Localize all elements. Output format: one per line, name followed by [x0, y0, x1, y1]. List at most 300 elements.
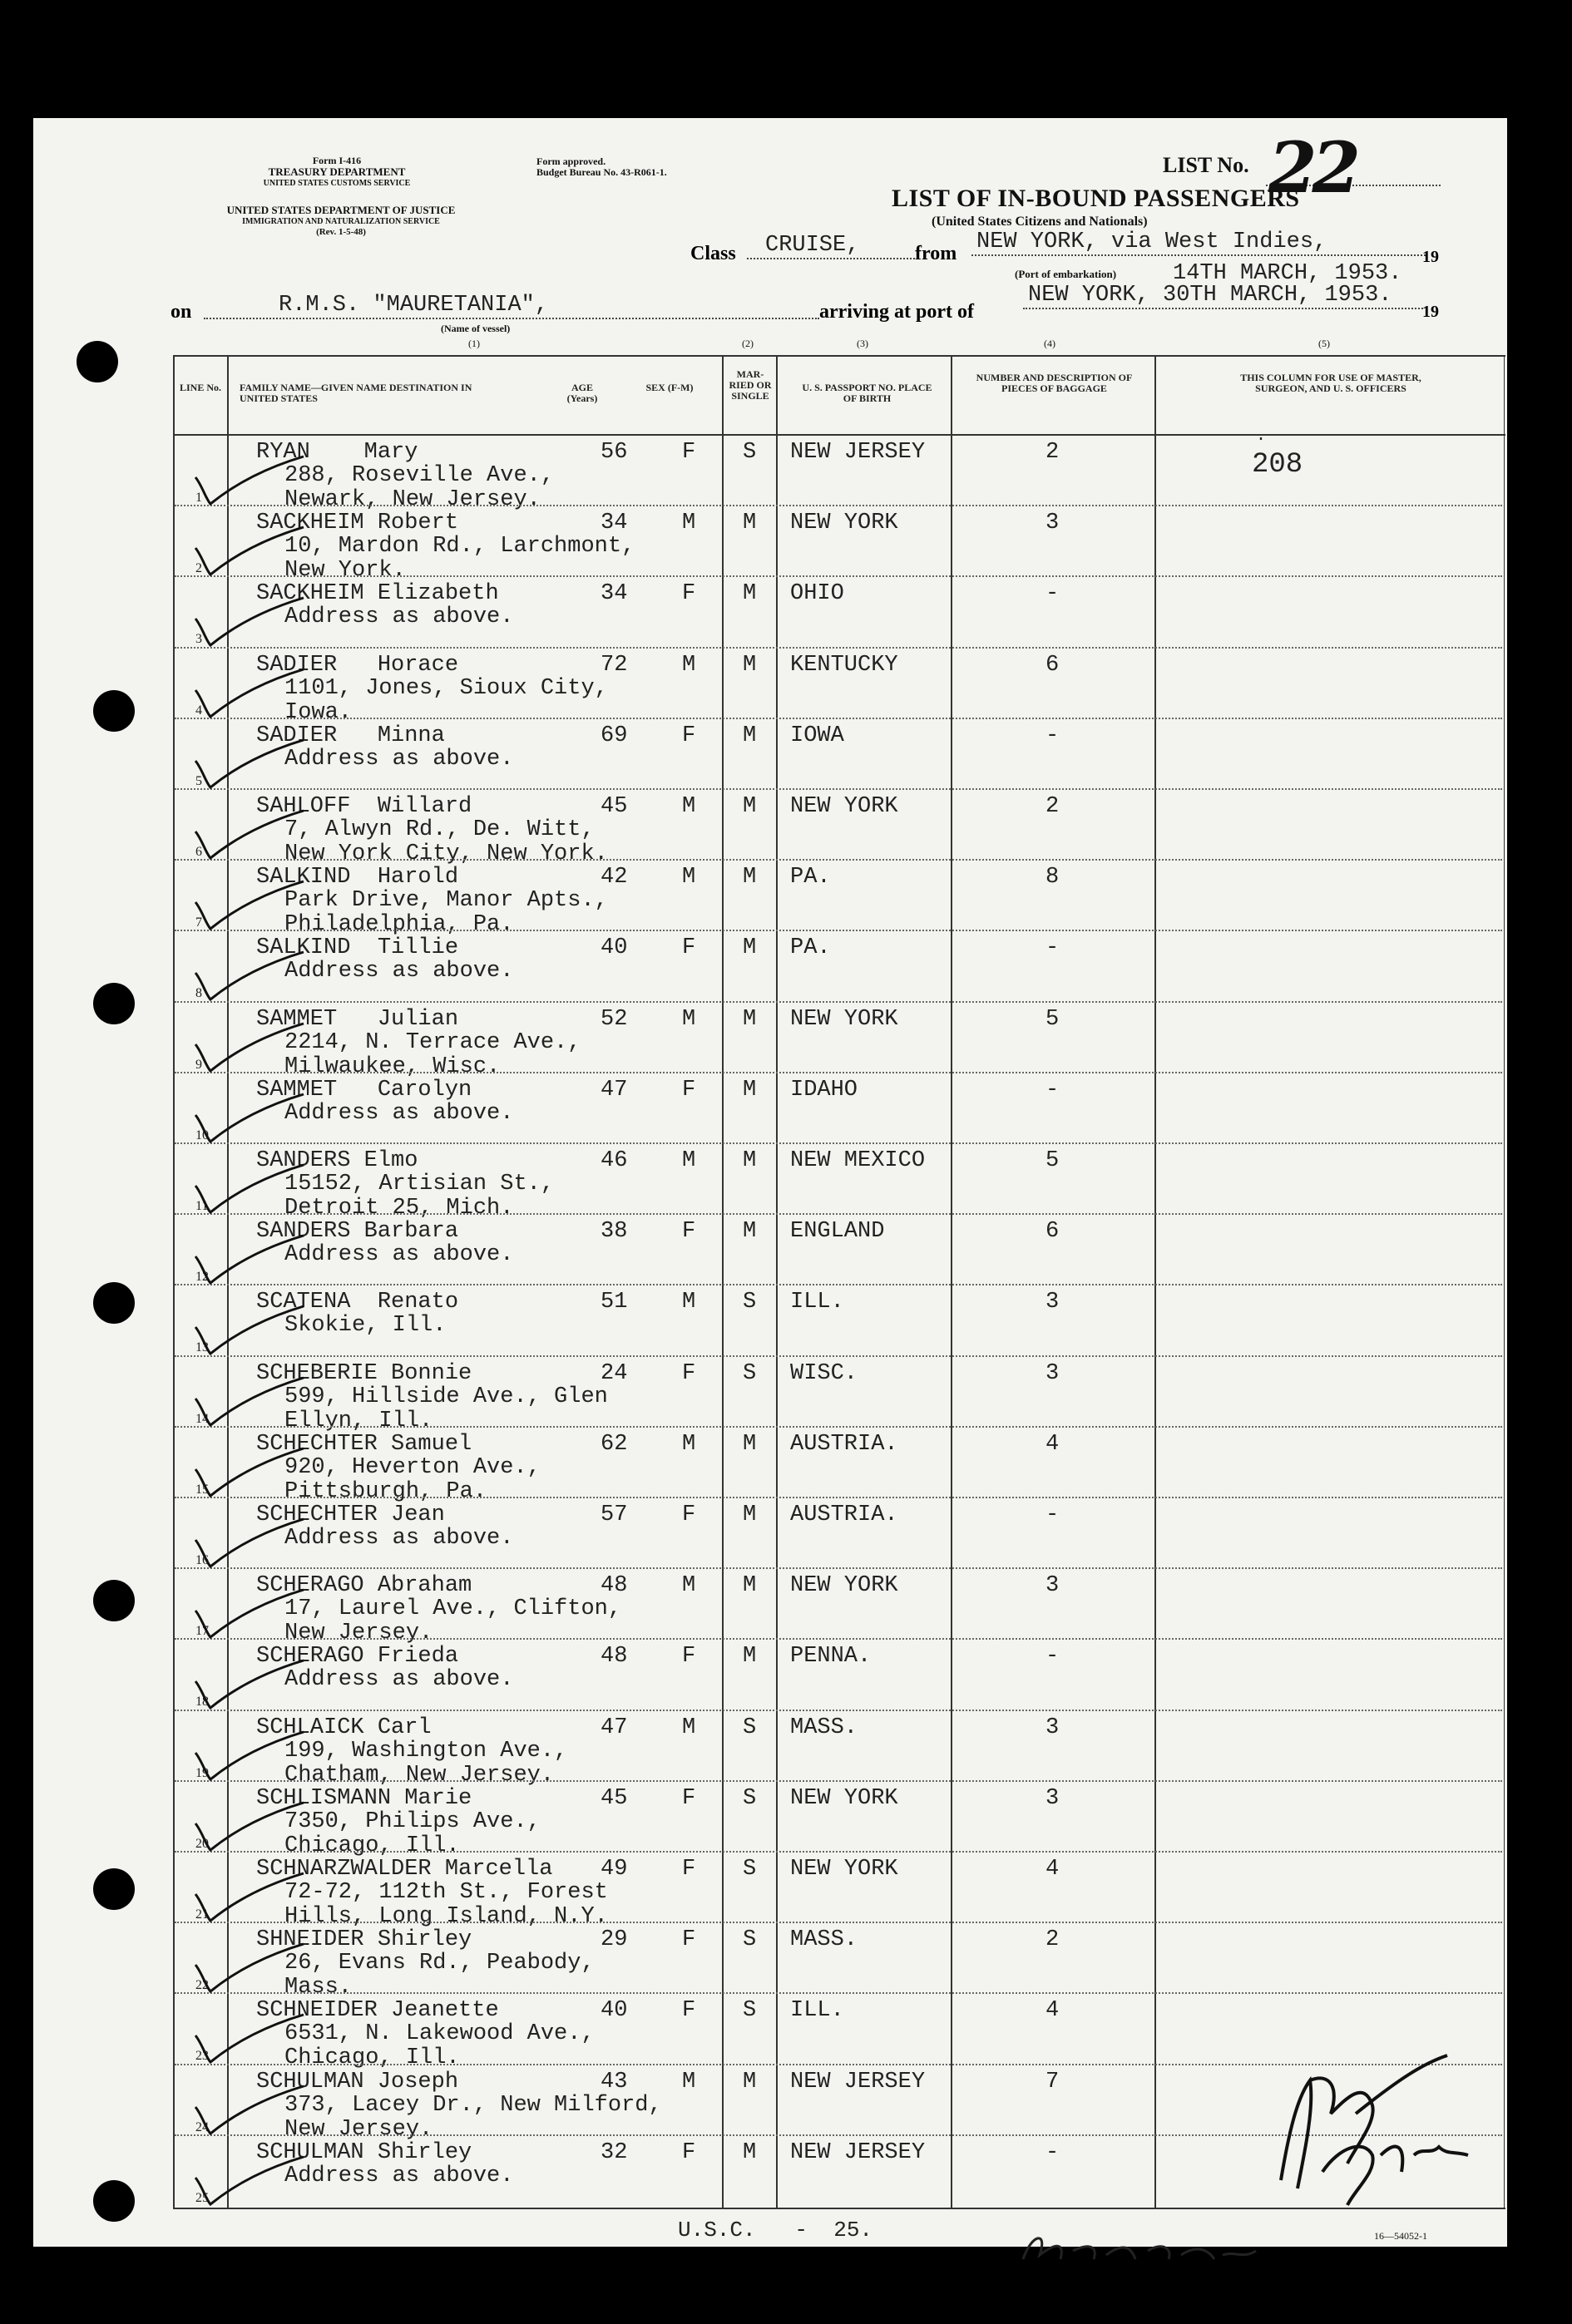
line-number: 11 [195, 1199, 209, 1213]
baggage-count: 2 [1046, 794, 1060, 819]
passenger-name: SCHLAICK Carl [256, 1715, 432, 1740]
row-separator [175, 505, 1502, 506]
list-no-label: LIST No. [1163, 153, 1249, 177]
check-mark [187, 1231, 312, 1290]
revision: (Rev. 1-5-48) [316, 227, 366, 237]
married-status: S [743, 1857, 757, 1882]
col-divider [776, 355, 778, 2209]
row-separator [175, 1992, 1502, 1994]
col-divider [1154, 355, 1156, 2209]
baggage-count: 3 [1046, 1290, 1060, 1315]
row-separator [175, 1567, 1502, 1569]
passenger-name: SAMMET Julian [256, 1006, 459, 1032]
passenger-name: SCATENA Renato [256, 1290, 459, 1315]
line-number: 2 [195, 561, 202, 576]
passenger-age: 52 [601, 1006, 628, 1032]
passenger-name: SACKHEIM Robert [256, 511, 459, 536]
married-status: M [743, 1644, 757, 1670]
treasury-dept: TREASURY DEPARTMENT [268, 165, 406, 178]
check-mark [187, 1515, 312, 1573]
baggage-count: 5 [1046, 1006, 1060, 1032]
passenger-name: SCHERAGO Abraham [256, 1573, 472, 1599]
arriving-label: arriving at port of [819, 301, 974, 323]
passenger-address: Park Drive, Manor Apts., Philadelphia, Pa. [284, 888, 608, 938]
passenger-address: 6531, N. Lakewood Ave., Chicago, Ill. [284, 2021, 595, 2071]
check-mark [187, 877, 312, 935]
check-mark [187, 1019, 312, 1078]
passenger-address: 10, Mardon Rd., Larchmont, New York. [284, 534, 635, 584]
row-separator [175, 788, 1502, 790]
customs-service: UNITED STATES CUSTOMS SERVICE [263, 179, 411, 188]
check-mark [187, 523, 312, 581]
col-age: AGE (Years) [566, 382, 598, 404]
passenger-age: 32 [601, 2139, 628, 2165]
check-mark [187, 1728, 312, 1786]
col-married: MAR- RIED OR SINGLE [729, 368, 772, 402]
place-of-birth: ILL. [790, 1290, 844, 1315]
married-status: M [743, 2069, 757, 2095]
passenger-sex: F [682, 440, 696, 465]
check-mark [187, 2011, 312, 2069]
married-status: M [743, 723, 757, 748]
passenger-name: SAHLOFF Willard [256, 794, 472, 819]
place-of-birth: WISC. [790, 1360, 858, 1386]
line-number: 7 [195, 915, 202, 930]
line-number: 12 [195, 1270, 209, 1285]
passenger-sex: F [682, 1360, 696, 1386]
check-mark [187, 665, 312, 723]
row-separator [175, 1426, 1502, 1428]
budget-bureau: Budget Bureau No. 43-R061-1. [536, 166, 667, 178]
passenger-age: 57 [601, 1502, 628, 1527]
col-num-2: (2) [742, 338, 754, 349]
place-of-birth: ILL. [790, 1998, 844, 2024]
line-number: 1 [195, 491, 202, 505]
passenger-sex: M [682, 1006, 696, 1032]
baggage-count: 3 [1046, 1785, 1060, 1811]
col-line-no: LINE No. [179, 382, 221, 393]
row-separator [175, 1497, 1502, 1498]
passenger-age: 42 [601, 865, 628, 891]
line-number: 9 [195, 1057, 202, 1072]
married-status: M [743, 1573, 757, 1599]
officer-note: 208 [1252, 449, 1303, 481]
punch-hole [93, 1868, 135, 1910]
footer-usc: U.S.C. - 25. [678, 2218, 873, 2243]
line-number: 20 [195, 1836, 209, 1851]
row-separator [175, 1355, 1502, 1357]
embark-label: (Port of embarkation) [1015, 268, 1117, 280]
line-number: 18 [195, 1695, 209, 1710]
baggage-count: - [1046, 2139, 1060, 2165]
place-of-birth: IDAHO [790, 1077, 858, 1103]
list-no-value: 22 [1268, 126, 1356, 209]
row-separator [175, 1922, 1502, 1923]
baggage-count: 2 [1046, 1927, 1060, 1953]
year-suffix-2: 19 [1422, 303, 1439, 321]
from-value: NEW YORK, via West Indies, [971, 229, 1426, 256]
passenger-sex: F [682, 1644, 696, 1670]
place-of-birth: AUSTRIA. [790, 1431, 898, 1457]
on-label: on [171, 301, 192, 323]
line-number: 4 [195, 703, 202, 718]
passenger-name: SCHECHTER Jean [256, 1502, 445, 1527]
passenger-name: SCHEBERIE Bonnie [256, 1360, 472, 1386]
passenger-sex: F [682, 581, 696, 607]
check-mark [187, 807, 312, 865]
passenger-address: 1101, Jones, Sioux City, Iowa. [284, 675, 608, 725]
passenger-age: 47 [601, 1077, 628, 1103]
passenger-address: Address as above. [284, 746, 514, 772]
passenger-address: Address as above. [284, 959, 514, 984]
place-of-birth: AUSTRIA. [790, 1502, 898, 1527]
table-right-rule [1504, 355, 1505, 2209]
baggage-count: 3 [1046, 1715, 1060, 1740]
baggage-count: - [1046, 581, 1060, 607]
baggage-count: 7 [1046, 2069, 1060, 2095]
passenger-address: 920, Heverton Ave., Pittsburgh, Pa. [284, 1454, 541, 1504]
passenger-age: 24 [601, 1360, 628, 1386]
passenger-name: SANDERS Barbara [256, 1219, 459, 1245]
passenger-address: Address as above. [284, 1667, 514, 1693]
place-of-birth: PA. [790, 865, 831, 891]
check-mark [187, 1374, 312, 1432]
passenger-age: 69 [601, 723, 628, 748]
married-status: S [743, 1998, 757, 2024]
col-officers: THIS COLUMN FOR USE OF MASTER, SURGEON, AND U. S. OFFICERS [1240, 372, 1421, 394]
table-left-rule [173, 355, 175, 2209]
line-number: 24 [195, 2119, 209, 2134]
line-number: 22 [195, 1978, 209, 1993]
col-num-3: (3) [857, 338, 868, 349]
officer-note-mark: · [1256, 430, 1267, 449]
passenger-age: 49 [601, 1857, 628, 1882]
punch-hole [77, 341, 118, 382]
baggage-count: - [1046, 1502, 1060, 1527]
passenger-age: 46 [601, 1148, 628, 1173]
passenger-sex: M [682, 1573, 696, 1599]
passenger-sex: F [682, 1077, 696, 1103]
place-of-birth: MASS. [790, 1927, 858, 1953]
passenger-address: Address as above. [284, 1526, 514, 1551]
baggage-count: 5 [1046, 1148, 1060, 1173]
punch-hole [93, 690, 135, 732]
passenger-address: 15152, Artisian St., Detroit 25, Mich. [284, 1172, 555, 1221]
check-mark [187, 594, 312, 652]
passenger-sex: F [682, 1219, 696, 1245]
col-divider [722, 355, 724, 2209]
arrival-value: NEW YORK, 30TH MARCH, 1953. [1023, 283, 1423, 309]
row-separator [175, 718, 1502, 719]
place-of-birth: NEW YORK [790, 1573, 898, 1599]
col-baggage: NUMBER AND DESCRIPTION OF PIECES OF BAGGAGE [976, 372, 1133, 394]
passenger-sex: M [682, 511, 696, 536]
check-mark [187, 1090, 312, 1148]
married-status: S [743, 1785, 757, 1811]
col-num-5: (5) [1318, 338, 1330, 349]
page-title: LIST OF IN-BOUND PASSENGERS [892, 185, 1300, 212]
passenger-address: 373, Lacey Dr., New Milford, New Jersey. [284, 2092, 662, 2142]
check-mark [187, 948, 312, 1006]
passenger-age: 40 [601, 935, 628, 961]
place-of-birth: NEW YORK [790, 1857, 898, 1882]
place-of-birth: MASS. [790, 1715, 858, 1740]
place-of-birth: NEW YORK [790, 511, 898, 536]
col-name: FAMILY NAME—GIVEN NAME DESTINATION IN UNITED STATES [240, 382, 472, 404]
justice-dept: UNITED STATES DEPARTMENT OF JUSTICE [226, 204, 456, 216]
passenger-address: 17, Laurel Ave., Clifton, New Jersey. [284, 1596, 622, 1646]
line-number: 8 [195, 986, 202, 1001]
passenger-name: SCHULMAN Joseph [256, 2069, 459, 2095]
from-label: from [915, 243, 957, 264]
passenger-age: 51 [601, 1290, 628, 1315]
passenger-sex: M [682, 1148, 696, 1173]
passenger-address: Address as above. [284, 604, 514, 630]
married-status: S [743, 1927, 757, 1953]
baggage-count: 4 [1046, 1998, 1060, 2024]
punch-hole [93, 1282, 135, 1324]
line-number: 25 [195, 2190, 209, 2205]
passenger-address: 72-72, 112th St., Forest Hills, Long Island, N.Y. [284, 1880, 608, 1929]
baggage-count: - [1046, 1644, 1060, 1670]
check-mark [187, 1444, 312, 1502]
form-number: Form I-416 [312, 155, 362, 166]
check-mark [187, 2082, 312, 2140]
passenger-age: 56 [601, 440, 628, 465]
passenger-age: 29 [601, 1927, 628, 1953]
officer-signature [1231, 2030, 1497, 2222]
line-number: 6 [195, 845, 202, 859]
place-of-birth: KENTUCKY [790, 652, 898, 678]
married-status: M [743, 1431, 757, 1457]
married-status: M [743, 1148, 757, 1173]
passenger-sex: M [682, 794, 696, 819]
passenger-name: SCHERAGO Frieda [256, 1644, 459, 1670]
col-num-1: (1) [468, 338, 480, 349]
passenger-sex: M [682, 652, 696, 678]
married-status: S [743, 1360, 757, 1386]
vessel-label: (Name of vessel) [441, 323, 511, 334]
married-status: M [743, 935, 757, 961]
passenger-age: 40 [601, 1998, 628, 2024]
passenger-address: 599, Hillside Ave., Glen Ellyn, Ill. [284, 1384, 608, 1433]
row-separator [175, 1638, 1502, 1640]
passenger-sex: M [682, 1431, 696, 1457]
place-of-birth: PA. [790, 935, 831, 961]
place-of-birth: NEW MEXICO [790, 1148, 926, 1173]
passenger-name: SANDERS Elmo [256, 1148, 418, 1173]
print-code: 16—54052-1 [1374, 2230, 1427, 2242]
baggage-count: - [1046, 1077, 1060, 1103]
punch-hole [93, 2180, 135, 2222]
place-of-birth: NEW YORK [790, 1785, 898, 1811]
line-number: 23 [195, 2049, 209, 2064]
passenger-age: 34 [601, 581, 628, 607]
married-status: M [743, 1219, 757, 1245]
check-mark [187, 736, 312, 794]
baggage-count: 6 [1046, 1219, 1060, 1245]
passenger-address: 199, Washington Ave., Chatham, New Jersey. [284, 1738, 568, 1788]
check-mark [187, 1940, 312, 1998]
line-number: 19 [195, 1765, 209, 1780]
place-of-birth: NEW JERSEY [790, 2139, 926, 2165]
passenger-sex: M [682, 865, 696, 891]
baggage-count: 3 [1046, 1573, 1060, 1599]
place-of-birth: NEW JERSEY [790, 2069, 926, 2095]
immigration-service: IMMIGRATION AND NATURALIZATION SERVICE [242, 217, 440, 226]
passenger-sex: F [682, 2139, 696, 2165]
line-number: 14 [195, 1411, 209, 1426]
passenger-sex: F [682, 1502, 696, 1527]
passenger-age: 38 [601, 1219, 628, 1245]
check-mark [187, 1799, 312, 1857]
passenger-address: Skokie, Ill. [284, 1313, 447, 1339]
passenger-name: SALKIND Harold [256, 865, 459, 891]
year-suffix: 19 [1422, 248, 1439, 266]
passenger-name: SCHULMAN Shirley [256, 2139, 472, 2165]
married-status: M [743, 1502, 757, 1527]
row-separator [175, 1001, 1502, 1003]
married-status: S [743, 1715, 757, 1740]
passenger-sex: F [682, 1927, 696, 1953]
passenger-age: 48 [601, 1573, 628, 1599]
passenger-sex: F [682, 1857, 696, 1882]
passenger-age: 45 [601, 794, 628, 819]
vessel-name: R.M.S. "MAURETANIA", [204, 293, 819, 319]
row-separator [175, 1142, 1502, 1144]
table-top-rule [173, 355, 1505, 357]
passenger-sex: M [682, 1715, 696, 1740]
passenger-sex: F [682, 935, 696, 961]
married-status: M [743, 511, 757, 536]
line-number: 13 [195, 1340, 209, 1355]
passenger-sex: M [682, 2069, 696, 2095]
place-of-birth: NEW YORK [790, 794, 898, 819]
married-status: M [743, 794, 757, 819]
baggage-count: 3 [1046, 511, 1060, 536]
baggage-count: 3 [1046, 1360, 1060, 1386]
passenger-sex: F [682, 1785, 696, 1811]
check-mark [187, 1302, 312, 1360]
passenger-address: 7, Alwyn Rd., De. Witt, New York City, New York. [284, 817, 608, 866]
place-of-birth: NEW JERSEY [790, 440, 926, 465]
passenger-age: 43 [601, 2069, 628, 2095]
baggage-count: 4 [1046, 1431, 1060, 1457]
passenger-name: SHNEIDER Shirley [256, 1927, 472, 1953]
place-of-birth: NEW YORK [790, 1006, 898, 1032]
married-status: S [743, 1290, 757, 1315]
embark-date: 14TH MARCH, 1953. [1173, 261, 1402, 286]
passenger-age: 34 [601, 511, 628, 536]
row-separator [175, 930, 1502, 931]
baggage-count: 8 [1046, 865, 1060, 891]
passenger-name: SADIER Horace [256, 652, 459, 678]
line-number: 16 [195, 1553, 209, 1567]
passenger-name: SCHNARZWALDER Marcella [256, 1857, 553, 1882]
row-separator [175, 1213, 1502, 1215]
passenger-age: 72 [601, 652, 628, 678]
row-separator [175, 859, 1502, 861]
line-number: 5 [195, 773, 202, 788]
passenger-name: SALKIND Tillie [256, 935, 459, 961]
place-of-birth: ENGLAND [790, 1219, 885, 1245]
row-separator [175, 647, 1502, 649]
passenger-age: 47 [601, 1715, 628, 1740]
passenger-name: RYAN Mary [256, 440, 418, 465]
row-separator [175, 1710, 1502, 1711]
check-mark [187, 1869, 312, 1927]
col-passport: U. S. PASSPORT NO. PLACE OF BIRTH [802, 382, 932, 404]
class-value: CRUISE, [747, 233, 915, 259]
check-mark [187, 1161, 312, 1219]
baggage-count: - [1046, 723, 1060, 748]
line-number: 10 [195, 1127, 209, 1142]
row-separator [175, 1072, 1502, 1073]
passenger-sex: F [682, 1998, 696, 2024]
passenger-address: Address as above. [284, 2163, 514, 2188]
line-number: 21 [195, 1907, 209, 1922]
col-divider [951, 355, 952, 2209]
passenger-address: 26, Evans Rd., Peabody, Mass. [284, 1951, 595, 2001]
place-of-birth: IOWA [790, 723, 844, 748]
form-approved: Form approved. [536, 155, 606, 167]
passenger-address: 2214, N. Terrace Ave., Milwaukee, Wisc. [284, 1029, 581, 1079]
row-separator [175, 1851, 1502, 1853]
passenger-name: SAMMET Carolyn [256, 1077, 472, 1103]
passenger-name: SCHLISMANN Marie [256, 1785, 472, 1811]
row-separator [175, 575, 1502, 577]
baggage-count: 2 [1046, 440, 1060, 465]
table-header-rule [173, 434, 1505, 436]
row-separator [175, 1780, 1502, 1782]
col-num-4: (4) [1044, 338, 1055, 349]
passenger-name: SADIER Minna [256, 723, 445, 748]
place-of-birth: PENNA. [790, 1644, 872, 1670]
punch-hole [93, 983, 135, 1024]
inspector-initials [1015, 2226, 1264, 2276]
married-status: M [743, 581, 757, 607]
line-number: 15 [195, 1482, 209, 1497]
passenger-age: 48 [601, 1644, 628, 1670]
married-status: S [743, 440, 757, 465]
passenger-address: 7350, Philips Ave., Chicago, Ill. [284, 1808, 541, 1858]
passenger-name: SCHNEIDER Jeanette [256, 1998, 499, 2024]
line-number: 3 [195, 632, 202, 647]
passenger-sex: M [682, 1290, 696, 1315]
passenger-address: Address as above. [284, 1242, 514, 1268]
passenger-address: Address as above. [284, 1100, 514, 1126]
punch-hole [93, 1580, 135, 1621]
passenger-name: SCHECHTER Samuel [256, 1431, 472, 1457]
married-status: M [743, 1077, 757, 1103]
place-of-birth: OHIO [790, 581, 844, 607]
col-sex: SEX (F-M) [645, 382, 694, 393]
check-mark [187, 1586, 312, 1644]
married-status: M [743, 1006, 757, 1032]
manifest-sheet [33, 118, 1507, 2247]
married-status: M [743, 2139, 757, 2165]
check-mark [187, 1656, 312, 1715]
married-status: M [743, 865, 757, 891]
baggage-count: - [1046, 935, 1060, 961]
baggage-count: 4 [1046, 1857, 1060, 1882]
class-label: Class [690, 243, 736, 264]
passenger-age: 45 [601, 1785, 628, 1811]
baggage-count: 6 [1046, 652, 1060, 678]
check-mark [187, 452, 312, 511]
passenger-age: 62 [601, 1431, 628, 1457]
line-number: 17 [195, 1624, 209, 1639]
